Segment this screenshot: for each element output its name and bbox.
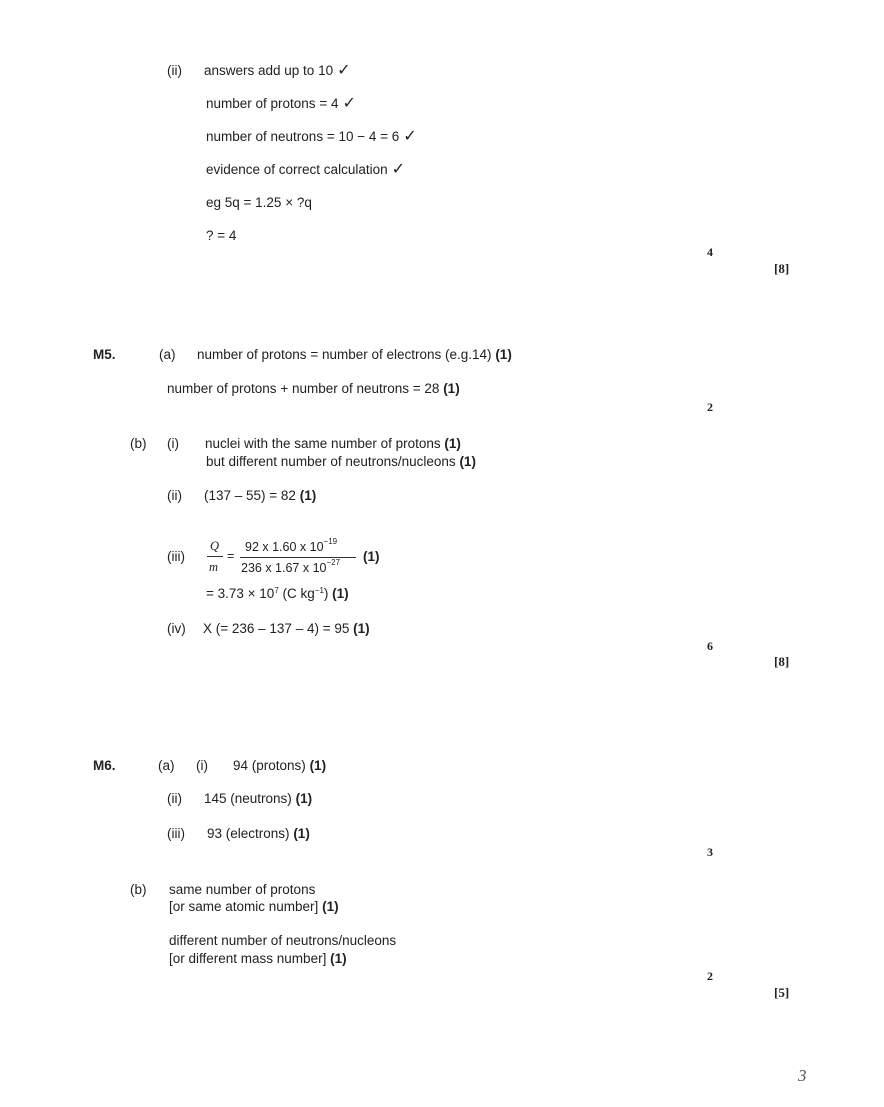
- answer-line: same number of protons: [169, 882, 316, 897]
- total-marks: [5]: [774, 985, 790, 1000]
- subpart-label: (i): [196, 758, 208, 773]
- answer-line: X (= 236 – 137 – 4) = 95 (1): [203, 621, 370, 636]
- answer-line: number of neutrons = 10 − 4 = 6 ✓: [206, 128, 417, 145]
- answer-line: nuclei with the same number of protons (1): [205, 436, 461, 451]
- subpart-label: (ii): [167, 488, 182, 503]
- answer-line: 145 (neutrons) (1): [204, 791, 313, 806]
- answer-line: evidence of correct calculation ✓: [206, 161, 406, 178]
- tick-icon: ✓: [337, 62, 351, 79]
- question-label: M6.: [93, 758, 116, 773]
- subpart-label: (i): [167, 436, 179, 451]
- tick-icon: ✓: [403, 128, 417, 145]
- marks: 2: [707, 969, 713, 983]
- marks: 2: [707, 400, 713, 414]
- total-marks: [8]: [774, 654, 790, 669]
- part-label: (a): [159, 347, 176, 362]
- answer-line: ? = 4: [206, 228, 237, 243]
- marks: 6: [707, 639, 713, 653]
- answer-line: but different number of neutrons/nucleons (1): [206, 454, 476, 469]
- answer-line: answers add up to 10 ✓: [204, 62, 351, 79]
- answer-line: number of protons + number of neutrons = 28 (1): [167, 381, 460, 396]
- tick-icon: ✓: [391, 161, 406, 178]
- subpart-label: (iii): [167, 549, 185, 564]
- answer-line: (137 – 55) = 82 (1): [204, 488, 317, 503]
- answer-line: different number of neutrons/nucleons: [169, 933, 397, 948]
- page-number: 3: [798, 1066, 807, 1085]
- part-label: (b): [130, 436, 147, 451]
- denominator: 236 x 1.67 x $10^{-27}$: [241, 558, 341, 575]
- mark-label: (1): [363, 549, 380, 564]
- answer-line: number of protons = number of electrons (e.g.14) (1): [197, 347, 512, 362]
- answer-line: [or same atomic number] (1): [169, 899, 339, 914]
- answer-line: number of protons = 4 ✓: [206, 95, 356, 112]
- fraction-numerator-q: Q: [210, 539, 220, 553]
- answer-line: 93 (electrons) (1): [207, 826, 310, 841]
- total-marks: [8]: [774, 261, 790, 276]
- answer-line: 94 (protons) (1): [233, 758, 327, 773]
- answer-line: [or different mass number] (1): [169, 951, 347, 966]
- marks: 4: [707, 245, 713, 259]
- tick-icon: ✓: [342, 95, 356, 112]
- fraction-bar: [207, 556, 223, 557]
- numerator: 92 x 1.60 x $10^{-19}$: [245, 537, 338, 554]
- equals-sign: =: [227, 549, 235, 563]
- fraction-denominator-m: m: [209, 560, 219, 574]
- part-label: (ii): [167, 63, 182, 78]
- question-label: M5.: [93, 347, 116, 362]
- subpart-label: (iii): [167, 826, 185, 841]
- subpart-label: (iv): [167, 621, 186, 636]
- part-label: (a): [158, 758, 175, 773]
- part-label: (b): [130, 882, 147, 897]
- answer-line: eg 5q = 1.25 × ?q: [206, 195, 312, 210]
- subpart-label: (ii): [167, 791, 182, 806]
- answer-line: = $3.73 \times 10^7$ (C $kg^{-1}$) (1): [206, 586, 349, 601]
- marks: 3: [707, 845, 713, 859]
